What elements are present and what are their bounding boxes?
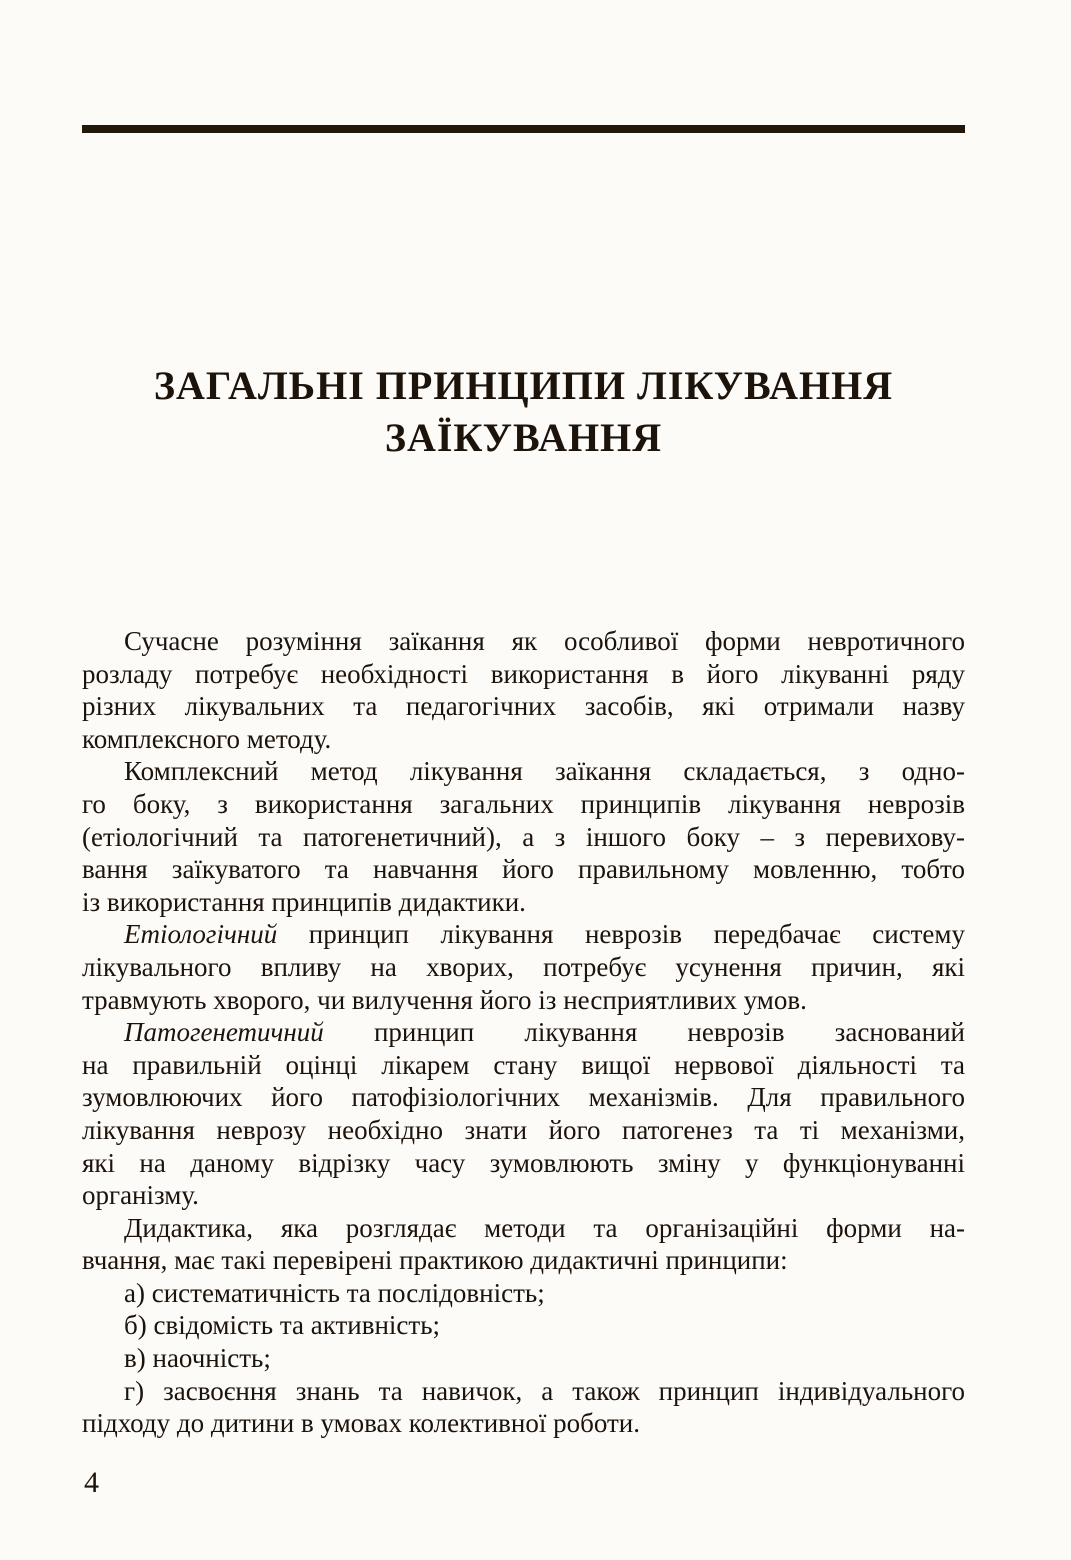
- body-text: [82, 625, 965, 1440]
- page-number: 4: [84, 1466, 99, 1499]
- paragraph: [82, 1375, 965, 1440]
- text-line: на правильній оцінці лікарем стану вищої нервової діяльності та: [82, 1049, 965, 1080]
- text-line: вання заїкуватого та навчання його правильному мовленню, тобто: [82, 854, 965, 885]
- text-line: підходу до дитини в умовах колективної роботи.: [82, 1408, 640, 1439]
- text-line: в) наочність;: [124, 1343, 271, 1374]
- text-line: г) засвоєння знань та навичок, а також принцип індивідуального: [124, 1375, 965, 1406]
- chapter-title-line-1: ЗАГАЛЬНІ ПРИНЦИПИ ЛІКУВАННЯ: [153, 363, 894, 408]
- text-line: різних лікувальних та педагогічних засобів, які отримали назву: [82, 691, 965, 722]
- text-line: б) свідомість та активність;: [124, 1310, 441, 1341]
- paragraph: [82, 1309, 965, 1342]
- text-line: із використання принципів дидактики.: [82, 886, 526, 917]
- italic-term: Етіологічний: [124, 919, 278, 950]
- paragraph: [82, 755, 965, 918]
- text-line: які на даному відрізку часу зумовлюють зміну у функціонуванні: [82, 1147, 965, 1178]
- text-line: лікування неврозу необхідно знати його патогенез та ті механізми,: [82, 1114, 965, 1145]
- text-line: розладу потребує необхідності використання в його лікуванні ряду: [82, 658, 965, 689]
- text-line: а) систематичність та послідовність;: [124, 1277, 545, 1308]
- text-line: Сучасне розуміння заїкання як особливої форми невротичного: [124, 626, 965, 656]
- text-line: зумовлюючих його патофізіологічних механізмів. Для правильного: [82, 1082, 965, 1113]
- text-line: комплексного методу.: [82, 723, 332, 754]
- paragraph: [82, 625, 965, 755]
- text-line: (етіологічний та патогенетичний), а з іншого боку – з перевихову-: [82, 821, 965, 852]
- text-line: Етіологічний принцип лікування неврозів передбачає систему: [124, 919, 965, 950]
- paragraph: [82, 918, 965, 1016]
- chapter-divider-rule: [82, 125, 965, 133]
- text-line: лікувального впливу на хворих, потребує усунення причин, які: [82, 951, 965, 982]
- paragraph: [82, 1342, 965, 1375]
- text-line: Комплексний метод лікування заїкання складається, з одно-: [124, 756, 965, 787]
- text-line: організму.: [82, 1180, 199, 1211]
- paragraph: [82, 1212, 965, 1277]
- chapter-title: [82, 360, 965, 464]
- text-line: Патогенетичний принцип лікування неврозів заснований: [124, 1017, 965, 1048]
- paragraph: [82, 1016, 965, 1212]
- text-line: вчання, має такі перевірені практикою дидактичні принципи:: [82, 1245, 788, 1276]
- text-line: го боку, з використання загальних принципів лікування неврозів: [82, 788, 965, 819]
- text-line: Дидактика, яка розглядає методи та організаційні форми на-: [124, 1212, 965, 1243]
- chapter-title-line-2: ЗАЇКУВАННЯ: [384, 415, 663, 460]
- italic-term: Патогенетичний: [124, 1017, 324, 1048]
- text-line: травмують хворого, чи вилучення його із несприятливих умов.: [82, 984, 807, 1015]
- paragraph: [82, 1277, 965, 1310]
